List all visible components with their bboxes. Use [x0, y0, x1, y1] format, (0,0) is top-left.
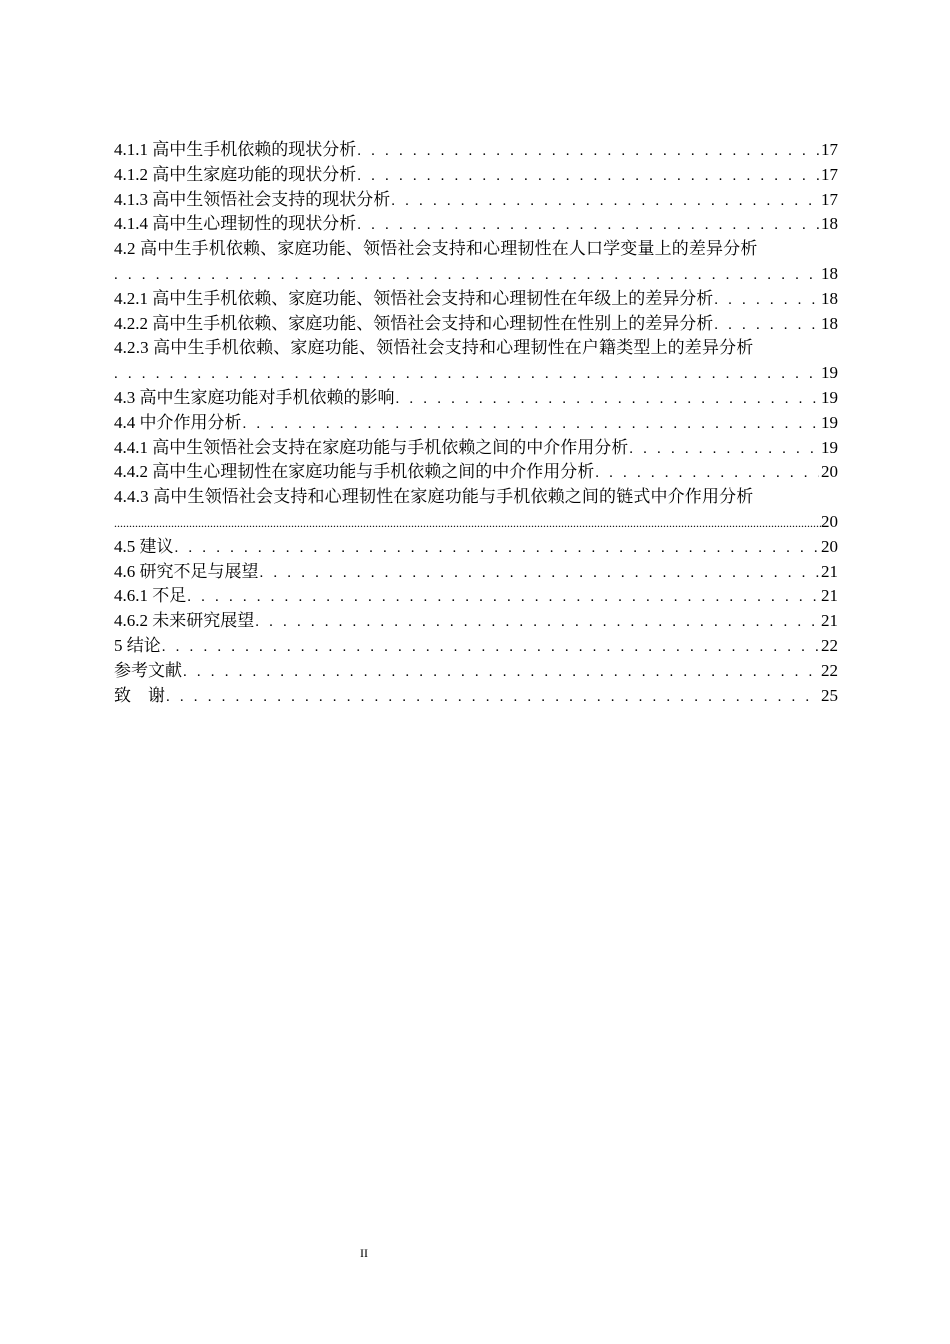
toc-leader-dots — [114, 511, 821, 536]
toc-entry-label: 4.2.3 高中生手机依赖、家庭功能、领悟社会支持和心理韧性在户籍类型上的差异分析 — [114, 338, 754, 358]
toc-entry[interactable] — [114, 684, 838, 709]
toc-entry-page: 19 — [821, 387, 838, 407]
toc-entry-page: 20 — [821, 462, 838, 482]
toc-entry-page: 17 — [821, 189, 838, 209]
toc-entry-continuation — [114, 361, 838, 386]
toc-entry-label: 4.1.4 高中生心理韧性的现状分析 — [114, 214, 357, 234]
toc-entry[interactable] — [114, 312, 838, 337]
toc-entry-label: 4.1.3 高中生领悟社会支持的现状分析 — [114, 189, 391, 209]
toc-entry-label: 4.3 高中生家庭功能对手机依赖的影响 — [114, 387, 395, 407]
toc-leader-dots — [183, 660, 819, 685]
toc-leader-dots — [629, 437, 819, 462]
page-number: II — [360, 1246, 368, 1260]
toc-leader-dots — [357, 164, 819, 189]
toc-entry-page: 18 — [821, 214, 838, 234]
toc-leader-dots — [255, 610, 819, 635]
toc-entry[interactable] — [114, 188, 838, 213]
toc-entry-page: 20 — [821, 536, 838, 556]
toc-entry-wrapped[interactable] — [114, 237, 838, 287]
toc-entry[interactable] — [114, 163, 838, 188]
toc-entry[interactable] — [114, 287, 838, 312]
toc-entry-page: 20 — [821, 511, 838, 531]
toc-entry-label: 4.6.1 不足 — [114, 586, 187, 606]
toc-entry[interactable] — [114, 659, 838, 684]
toc-entry[interactable] — [114, 436, 838, 461]
toc-leader-dots — [162, 635, 819, 660]
toc-entry-label: 5 结论 — [114, 635, 161, 655]
toc-entry-page: 21 — [821, 611, 838, 631]
toc-entry-page: 25 — [821, 685, 838, 705]
toc-entry-page: 18 — [821, 313, 838, 333]
toc-leader-dots — [714, 313, 819, 338]
toc-entry-page: 22 — [821, 635, 838, 655]
toc-entry-wrapped[interactable] — [114, 485, 838, 535]
toc-leader-dots — [396, 387, 820, 412]
toc-entry-page: 18 — [821, 288, 838, 308]
toc-entry-label: 4.2.2 高中生手机依赖、家庭功能、领悟社会支持和心理韧性在性别上的差异分析 — [114, 313, 714, 333]
toc-entry[interactable] — [114, 634, 838, 659]
toc-entry[interactable] — [114, 411, 838, 436]
toc-entry-label: 4.4.3 高中生领悟社会支持和心理韧性在家庭功能与手机依赖之间的链式中介作用分析 — [114, 487, 754, 507]
toc-leader-dots — [260, 561, 820, 586]
toc-entry-label: 4.6.2 未来研究展望 — [114, 611, 255, 631]
toc-entry-page: 22 — [821, 660, 838, 680]
toc-entry-page: 19 — [821, 363, 838, 383]
toc-leader-dots — [166, 685, 819, 710]
toc-entry-label: 4.4.1 高中生领悟社会支持在家庭功能与手机依赖之间的中介作用分析 — [114, 437, 629, 457]
toc-entry[interactable] — [114, 560, 838, 585]
toc-leader-dots — [357, 213, 819, 238]
toc-leader-dots — [114, 263, 819, 288]
toc-entry-page: 21 — [821, 561, 838, 581]
toc-entry-label: 4.2 高中生手机依赖、家庭功能、领悟社会支持和心理韧性在人口学变量上的差异分析 — [114, 239, 758, 259]
toc-entry-label: 参考文献 — [114, 660, 182, 680]
toc-entry-page: 18 — [821, 263, 838, 283]
toc-entry-page: 17 — [821, 164, 838, 184]
toc-leader-dots — [391, 189, 819, 214]
toc-entry[interactable] — [114, 535, 838, 560]
toc-entry-continuation — [114, 510, 838, 535]
toc-entry-page: 19 — [821, 437, 838, 457]
toc-entry[interactable] — [114, 138, 838, 163]
toc-leader-dots — [357, 139, 819, 164]
toc-entry-label: 4.2.1 高中生手机依赖、家庭功能、领悟社会支持和心理韧性在年级上的差异分析 — [114, 288, 714, 308]
toc-entry-label: 4.6 研究不足与展望 — [114, 561, 259, 581]
toc-entry[interactable] — [114, 584, 838, 609]
toc-entry-label: 4.4 中介作用分析 — [114, 412, 242, 432]
toc-entry-page: 21 — [821, 586, 838, 606]
toc-entry-label: 4.5 建议 — [114, 536, 174, 556]
toc-entry[interactable] — [114, 609, 838, 634]
toc-entry-label: 致 谢 — [114, 685, 165, 705]
toc-leader-dots — [175, 536, 820, 561]
toc-leader-dots — [595, 461, 819, 486]
toc-leader-dots — [714, 288, 819, 313]
toc-entry-label: 4.1.1 高中生手机依赖的现状分析 — [114, 140, 357, 159]
toc-entry[interactable] — [114, 460, 838, 485]
table-of-contents — [114, 138, 838, 708]
toc-leader-dots — [243, 412, 820, 437]
toc-entry-continuation — [114, 262, 838, 287]
toc-leader-dots — [114, 362, 819, 387]
toc-entry[interactable] — [114, 212, 838, 237]
toc-leader-dots — [187, 585, 819, 610]
toc-entry-label: 4.1.2 高中生家庭功能的现状分析 — [114, 164, 357, 184]
toc-entry-wrapped[interactable] — [114, 336, 838, 386]
toc-entry-label: 4.4.2 高中生心理韧性在家庭功能与手机依赖之间的中介作用分析 — [114, 462, 595, 482]
toc-entry-page: 17 — [821, 140, 838, 159]
toc-entry[interactable] — [114, 386, 838, 411]
toc-entry-page: 19 — [821, 412, 838, 432]
